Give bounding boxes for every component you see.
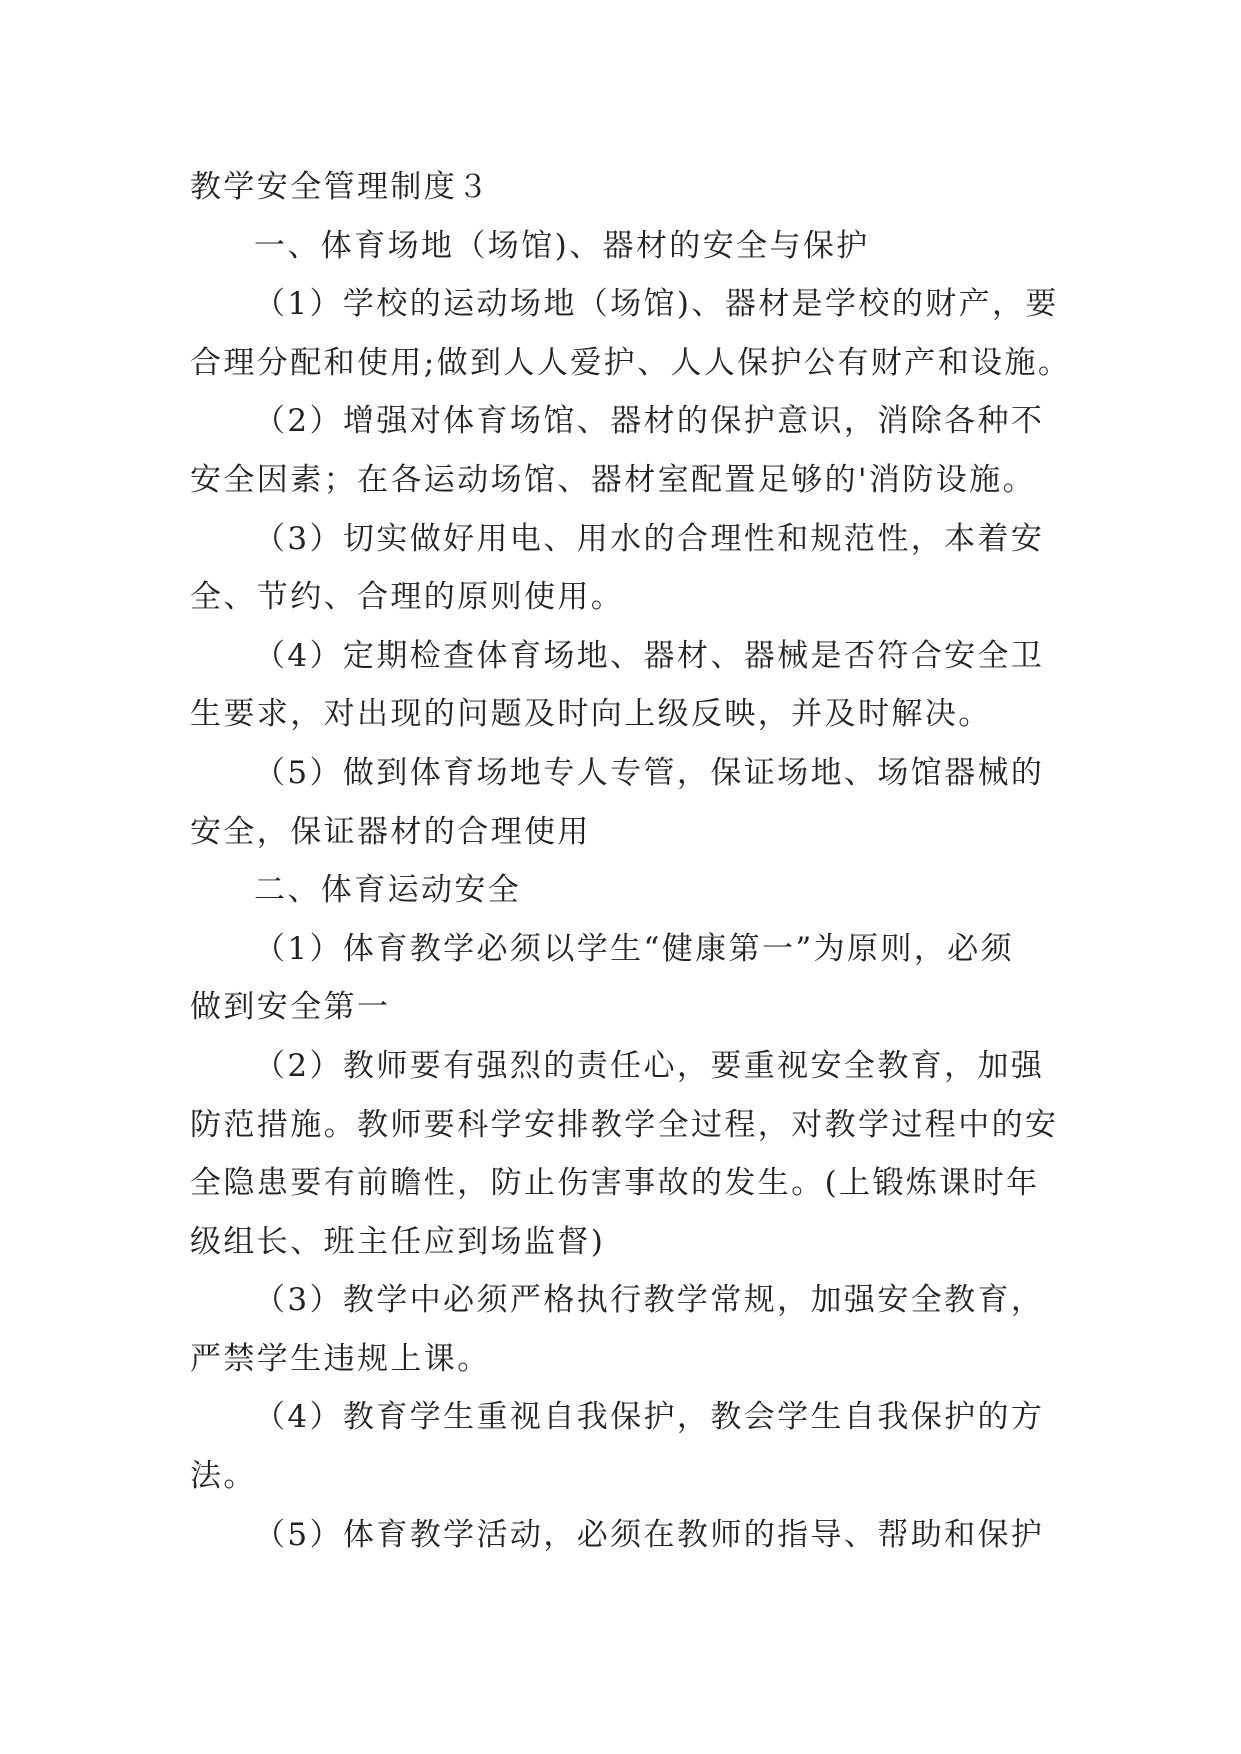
- document-lines: [190, 217, 1072, 1565]
- text-line: （2）增强对体育场馆、器材的保护意识，消除各种不: [254, 403, 1045, 440]
- text-line: （3）切实做好用电、用水的合理性和规范性，本着安: [254, 520, 1045, 557]
- text-line: （4）定期检查体育场地、器材、器械是否符合安全卫: [254, 637, 1045, 674]
- text-line: 生要求，对出现的问题及时向上级反映，并及时解决。: [190, 696, 992, 733]
- text-line: 法。: [190, 1458, 257, 1495]
- text-line: 防范措施。教师要科学安排教学全过程，对教学过程中的安: [190, 1106, 1059, 1143]
- text-line: （4）教育学生重视自我保护，教会学生自我保护的方: [254, 1399, 1045, 1436]
- text-line: 级组长、班主任应到场监督): [190, 1223, 606, 1260]
- document-body: [190, 158, 1072, 1564]
- text-line: （1）体育教学必须以学生“健康第一”为原则，必须: [254, 930, 1015, 967]
- text-line: 一、体育场地（场馆)、器材的安全与保护: [254, 227, 870, 264]
- text-line: 全、节约、合理的原则使用。: [190, 579, 625, 616]
- text-line: （1）学校的运动场地（场馆)、器材是学校的财产，要: [254, 286, 1059, 323]
- text-line: 安全因素；在各运动场馆、器材室配置足够的'消防设施。: [190, 461, 1036, 498]
- text-line: （3）教学中必须严格执行教学常规，加强安全教育，: [254, 1282, 1045, 1319]
- text-line: （5）体育教学活动，必须在教师的指导、帮助和保护: [254, 1516, 1045, 1553]
- text-line: 二、体育运动安全: [254, 872, 522, 909]
- text-line: 安全，保证器材的合理使用: [190, 813, 591, 850]
- text-line: 严禁学生违规上课。: [190, 1340, 491, 1377]
- document-title: 教学安全管理制度３: [190, 169, 491, 205]
- text-line: （2）教师要有强烈的责任心，要重视安全教育，加强: [254, 1047, 1045, 1084]
- text-line: 做到安全第一: [190, 989, 391, 1026]
- text-line: 全隐患要有前瞻性，防止伤害事故的发生。(上锻炼课时年: [190, 1165, 1040, 1202]
- text-line: 合理分配和使用;做到人人爱护、人人保护公有财产和设施。: [190, 344, 1072, 381]
- text-line: （5）做到体育场地专人专管，保证场地、场馆器械的: [254, 754, 1045, 791]
